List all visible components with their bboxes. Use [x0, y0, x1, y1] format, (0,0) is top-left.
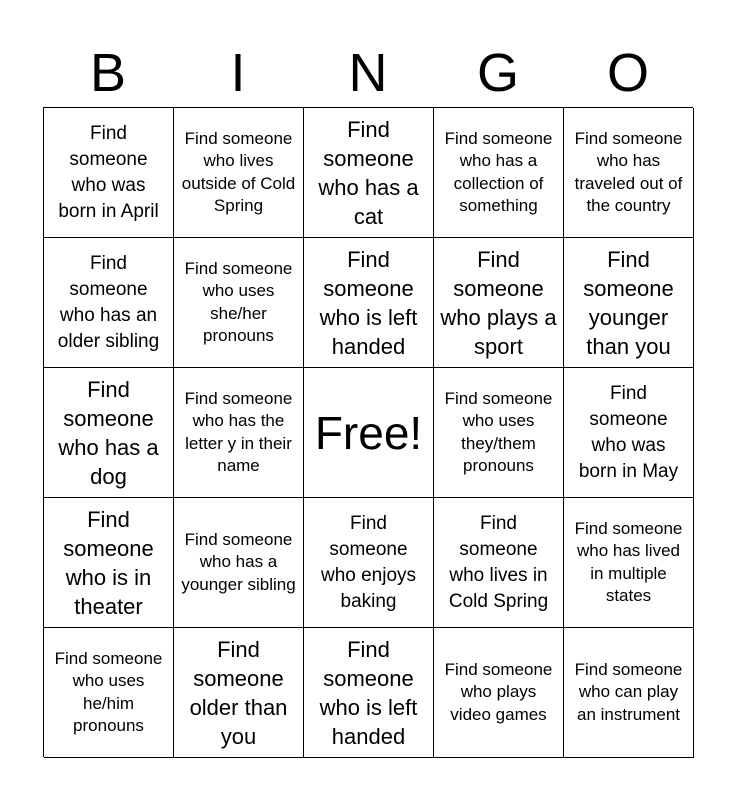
- bingo-cell[interactable]: [44, 498, 174, 628]
- cell-text: Find someone older than you: [189, 636, 288, 749]
- free-space-label: Free!: [314, 406, 423, 459]
- bingo-cell[interactable]: [174, 368, 304, 498]
- bingo-cell[interactable]: [564, 628, 694, 758]
- bingo-cell[interactable]: [174, 628, 304, 758]
- cell-text: Find someone who has the letter y in their name: [184, 388, 293, 475]
- bingo-cell[interactable]: [174, 108, 304, 238]
- bingo-cell[interactable]: [434, 238, 564, 368]
- bingo-cell[interactable]: [44, 628, 174, 758]
- cell-text: Find someone who lives in Cold Spring: [448, 512, 549, 612]
- cell-text: Find someone who has lived in multiple states: [574, 518, 683, 605]
- header-letter-o: O: [606, 43, 649, 103]
- cell-text: Find someone who plays a sport: [440, 246, 557, 359]
- bingo-cell[interactable]: [44, 108, 174, 238]
- bingo-cell[interactable]: [564, 108, 694, 238]
- cell-text: Find someone who uses she/her pronouns: [184, 258, 293, 345]
- cell-text: Find someone who has a cat: [318, 116, 419, 229]
- bingo-cell[interactable]: [304, 108, 434, 238]
- header-letter-n: N: [348, 43, 388, 103]
- bingo-cell[interactable]: [44, 368, 174, 498]
- cell-text: Find someone who has a younger sibling: [181, 529, 296, 594]
- bingo-card: [43, 107, 693, 757]
- header-letter-b: B: [89, 43, 127, 103]
- bingo-cell[interactable]: [174, 498, 304, 628]
- cell-text: Find someone who enjoys baking: [320, 512, 417, 612]
- cell-text: Find someone who uses he/him pronouns: [54, 648, 163, 735]
- cell-text: Find someone who was born in May: [578, 382, 679, 482]
- cell-text: Find someone who plays video games: [444, 659, 553, 724]
- bingo-cell[interactable]: [434, 368, 564, 498]
- cell-text: Find someone who uses they/them pronouns: [444, 388, 553, 475]
- bingo-cell[interactable]: [564, 498, 694, 628]
- cell-text: Find someone who is in theater: [63, 506, 154, 619]
- cell-text: Find someone who lives outside of Cold Spring: [181, 128, 296, 215]
- cell-text: Find someone who has a dog: [58, 376, 159, 489]
- cell-text: Find someone who is left handed: [319, 636, 418, 749]
- bingo-cell[interactable]: [434, 498, 564, 628]
- cell-text: Find someone who is left handed: [319, 246, 418, 359]
- bingo-cell[interactable]: [434, 628, 564, 758]
- bingo-cell[interactable]: [434, 108, 564, 238]
- bingo-header: [43, 40, 693, 106]
- bingo-cell[interactable]: [174, 238, 304, 368]
- cell-text: Find someone younger than you: [583, 246, 674, 359]
- bingo-cell[interactable]: [304, 238, 434, 368]
- bingo-cell[interactable]: [564, 238, 694, 368]
- cell-text: Find someone who has an older sibling: [57, 252, 160, 352]
- header-letter-i: I: [230, 43, 246, 103]
- bingo-free-cell[interactable]: [304, 368, 434, 498]
- cell-text: Find someone who was born in April: [58, 122, 159, 222]
- bingo-cell[interactable]: [44, 238, 174, 368]
- header-letter-g: G: [476, 43, 519, 103]
- cell-text: Find someone who has traveled out of the country: [574, 128, 683, 215]
- cell-text: Find someone who has a collection of something: [444, 128, 553, 215]
- bingo-cell[interactable]: [564, 368, 694, 498]
- bingo-cell[interactable]: [304, 498, 434, 628]
- bingo-cell[interactable]: [304, 628, 434, 758]
- cell-text: Find someone who can play an instrument: [574, 659, 683, 724]
